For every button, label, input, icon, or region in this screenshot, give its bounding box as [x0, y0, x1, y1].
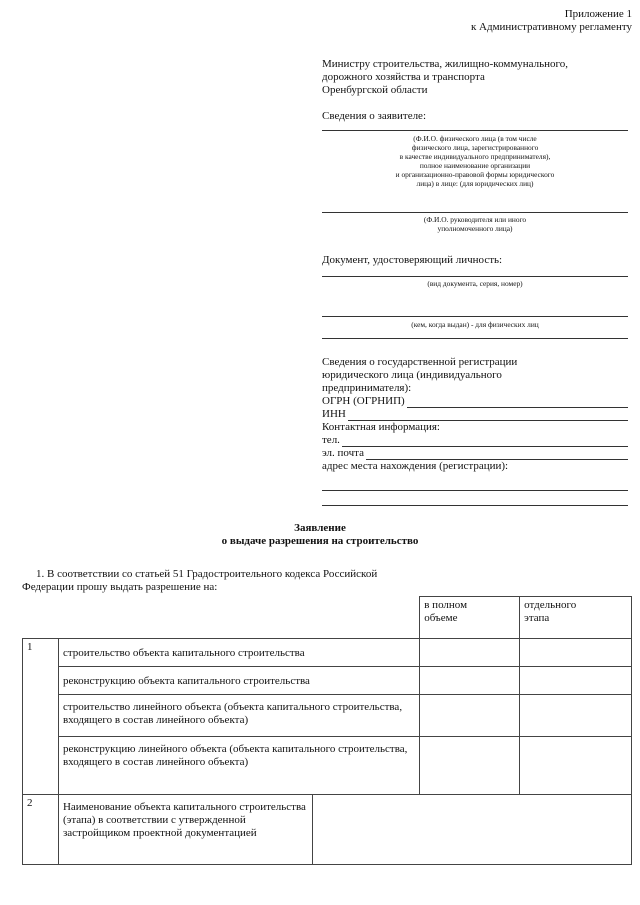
registration-heading: предпринимателя):	[322, 382, 412, 394]
appendix-header	[380, 8, 632, 34]
identity-doc-line[interactable]	[322, 276, 628, 277]
ogrn-row	[322, 395, 628, 408]
email-field[interactable]	[366, 449, 628, 460]
appendix-regulation: к Административному регламенту	[470, 21, 632, 33]
row-number: 2	[23, 795, 59, 865]
object-name-field[interactable]	[312, 795, 632, 865]
ogrn-field[interactable]	[407, 397, 628, 408]
applicant-name-line[interactable]	[322, 130, 628, 131]
registration-heading: юридического лица (индивидуального	[322, 369, 502, 381]
option-label: реконструкцию объекта капитального строительства	[58, 667, 419, 695]
option-label: строительство линейного объекта (объекта капитального строительства, входящего в состав линейного объекта)	[58, 695, 419, 737]
intro-line-2: Федерации прошу выдать разрешение на:	[22, 581, 218, 593]
addressee-block	[322, 58, 632, 97]
address-label: адрес места нахождения (регистрации):	[322, 460, 509, 472]
table-header-row	[23, 597, 632, 639]
document-title	[0, 522, 640, 548]
inn-row	[322, 408, 628, 421]
title-line-2: о выдаче разрешения на строительство	[221, 535, 419, 547]
option-full-checkbox[interactable]	[420, 737, 520, 795]
identity-doc-heading: Документ, удостоверяющий личность:	[322, 254, 503, 266]
applicant-head-line[interactable]	[322, 212, 628, 213]
option-label: реконструкцию линейного объекта (объекта капитального строительства, входящего в состав линейного объекта)	[58, 737, 419, 795]
intro-paragraph	[22, 568, 632, 594]
registration-heading: Сведения о государственной регистрации	[322, 356, 518, 368]
option-full-checkbox[interactable]	[420, 667, 520, 695]
addressee-line: Оренбургской области	[322, 84, 428, 96]
header-empty-cell	[23, 597, 420, 639]
permit-table	[22, 596, 632, 865]
identity-issued-hint: (кем, когда выдан) - для физических лиц	[411, 320, 539, 329]
table-row	[23, 639, 632, 667]
identity-doc-hint: (вид документа, серия, номер)	[427, 279, 523, 288]
appendix-number: Приложение 1	[564, 8, 632, 20]
email-row	[322, 447, 628, 460]
col-full-header: в полном объеме	[420, 597, 520, 639]
identity-issued-line[interactable]	[322, 316, 628, 317]
applicant-name-hint: (Ф.И.О. физического лица (в том числе физического лица, зарегистрированного в качестве индивидуального предпринимателя), полное наименование организации и организационно-правовой формы юридического лица) в лице: (для юридических лиц)	[395, 134, 555, 188]
registration-block	[322, 356, 628, 473]
email-label: эл. почта	[322, 447, 364, 459]
address-line-2[interactable]	[322, 505, 628, 506]
table-row	[23, 737, 632, 795]
addressee-line: Министру строительства, жилищно-коммунального,	[322, 58, 569, 70]
option-label: строительство объекта капитального строительства	[58, 639, 419, 667]
ogrn-label: ОГРН (ОГРНИП)	[322, 395, 405, 407]
col-stage-header: отдельного этапа	[520, 597, 632, 639]
phone-field[interactable]	[342, 436, 628, 447]
option-stage-checkbox[interactable]	[520, 667, 632, 695]
table-row	[23, 795, 632, 865]
inn-label: ИНН	[322, 408, 346, 420]
title-line-1: Заявление	[294, 522, 346, 534]
option-stage-checkbox[interactable]	[520, 695, 632, 737]
inn-field[interactable]	[348, 410, 628, 421]
phone-row	[322, 434, 628, 447]
option-stage-checkbox[interactable]	[520, 639, 632, 667]
phone-label: тел.	[322, 434, 340, 446]
applicant-heading: Сведения о заявителе:	[322, 110, 427, 122]
table-row	[23, 667, 632, 695]
identity-extra-line[interactable]	[322, 338, 628, 339]
option-full-checkbox[interactable]	[420, 639, 520, 667]
row-number: 1	[23, 639, 59, 795]
table-row	[23, 695, 632, 737]
option-stage-checkbox[interactable]	[520, 737, 632, 795]
option-full-checkbox[interactable]	[420, 695, 520, 737]
addressee-line: дорожного хозяйства и транспорта	[322, 71, 485, 83]
contact-heading: Контактная информация:	[322, 421, 440, 433]
intro-line-1: 1. В соответствии со статьей 51 Градостроительного кодекса Российской	[36, 568, 378, 580]
applicant-head-hint: (Ф.И.О. руководителя или иного уполномоченного лица)	[423, 215, 527, 233]
address-line-1[interactable]	[322, 490, 628, 491]
object-name-label: Наименование объекта капитального строительства (этапа) в соответствии с утвержденной застройщиком проектной документацией	[58, 795, 312, 865]
